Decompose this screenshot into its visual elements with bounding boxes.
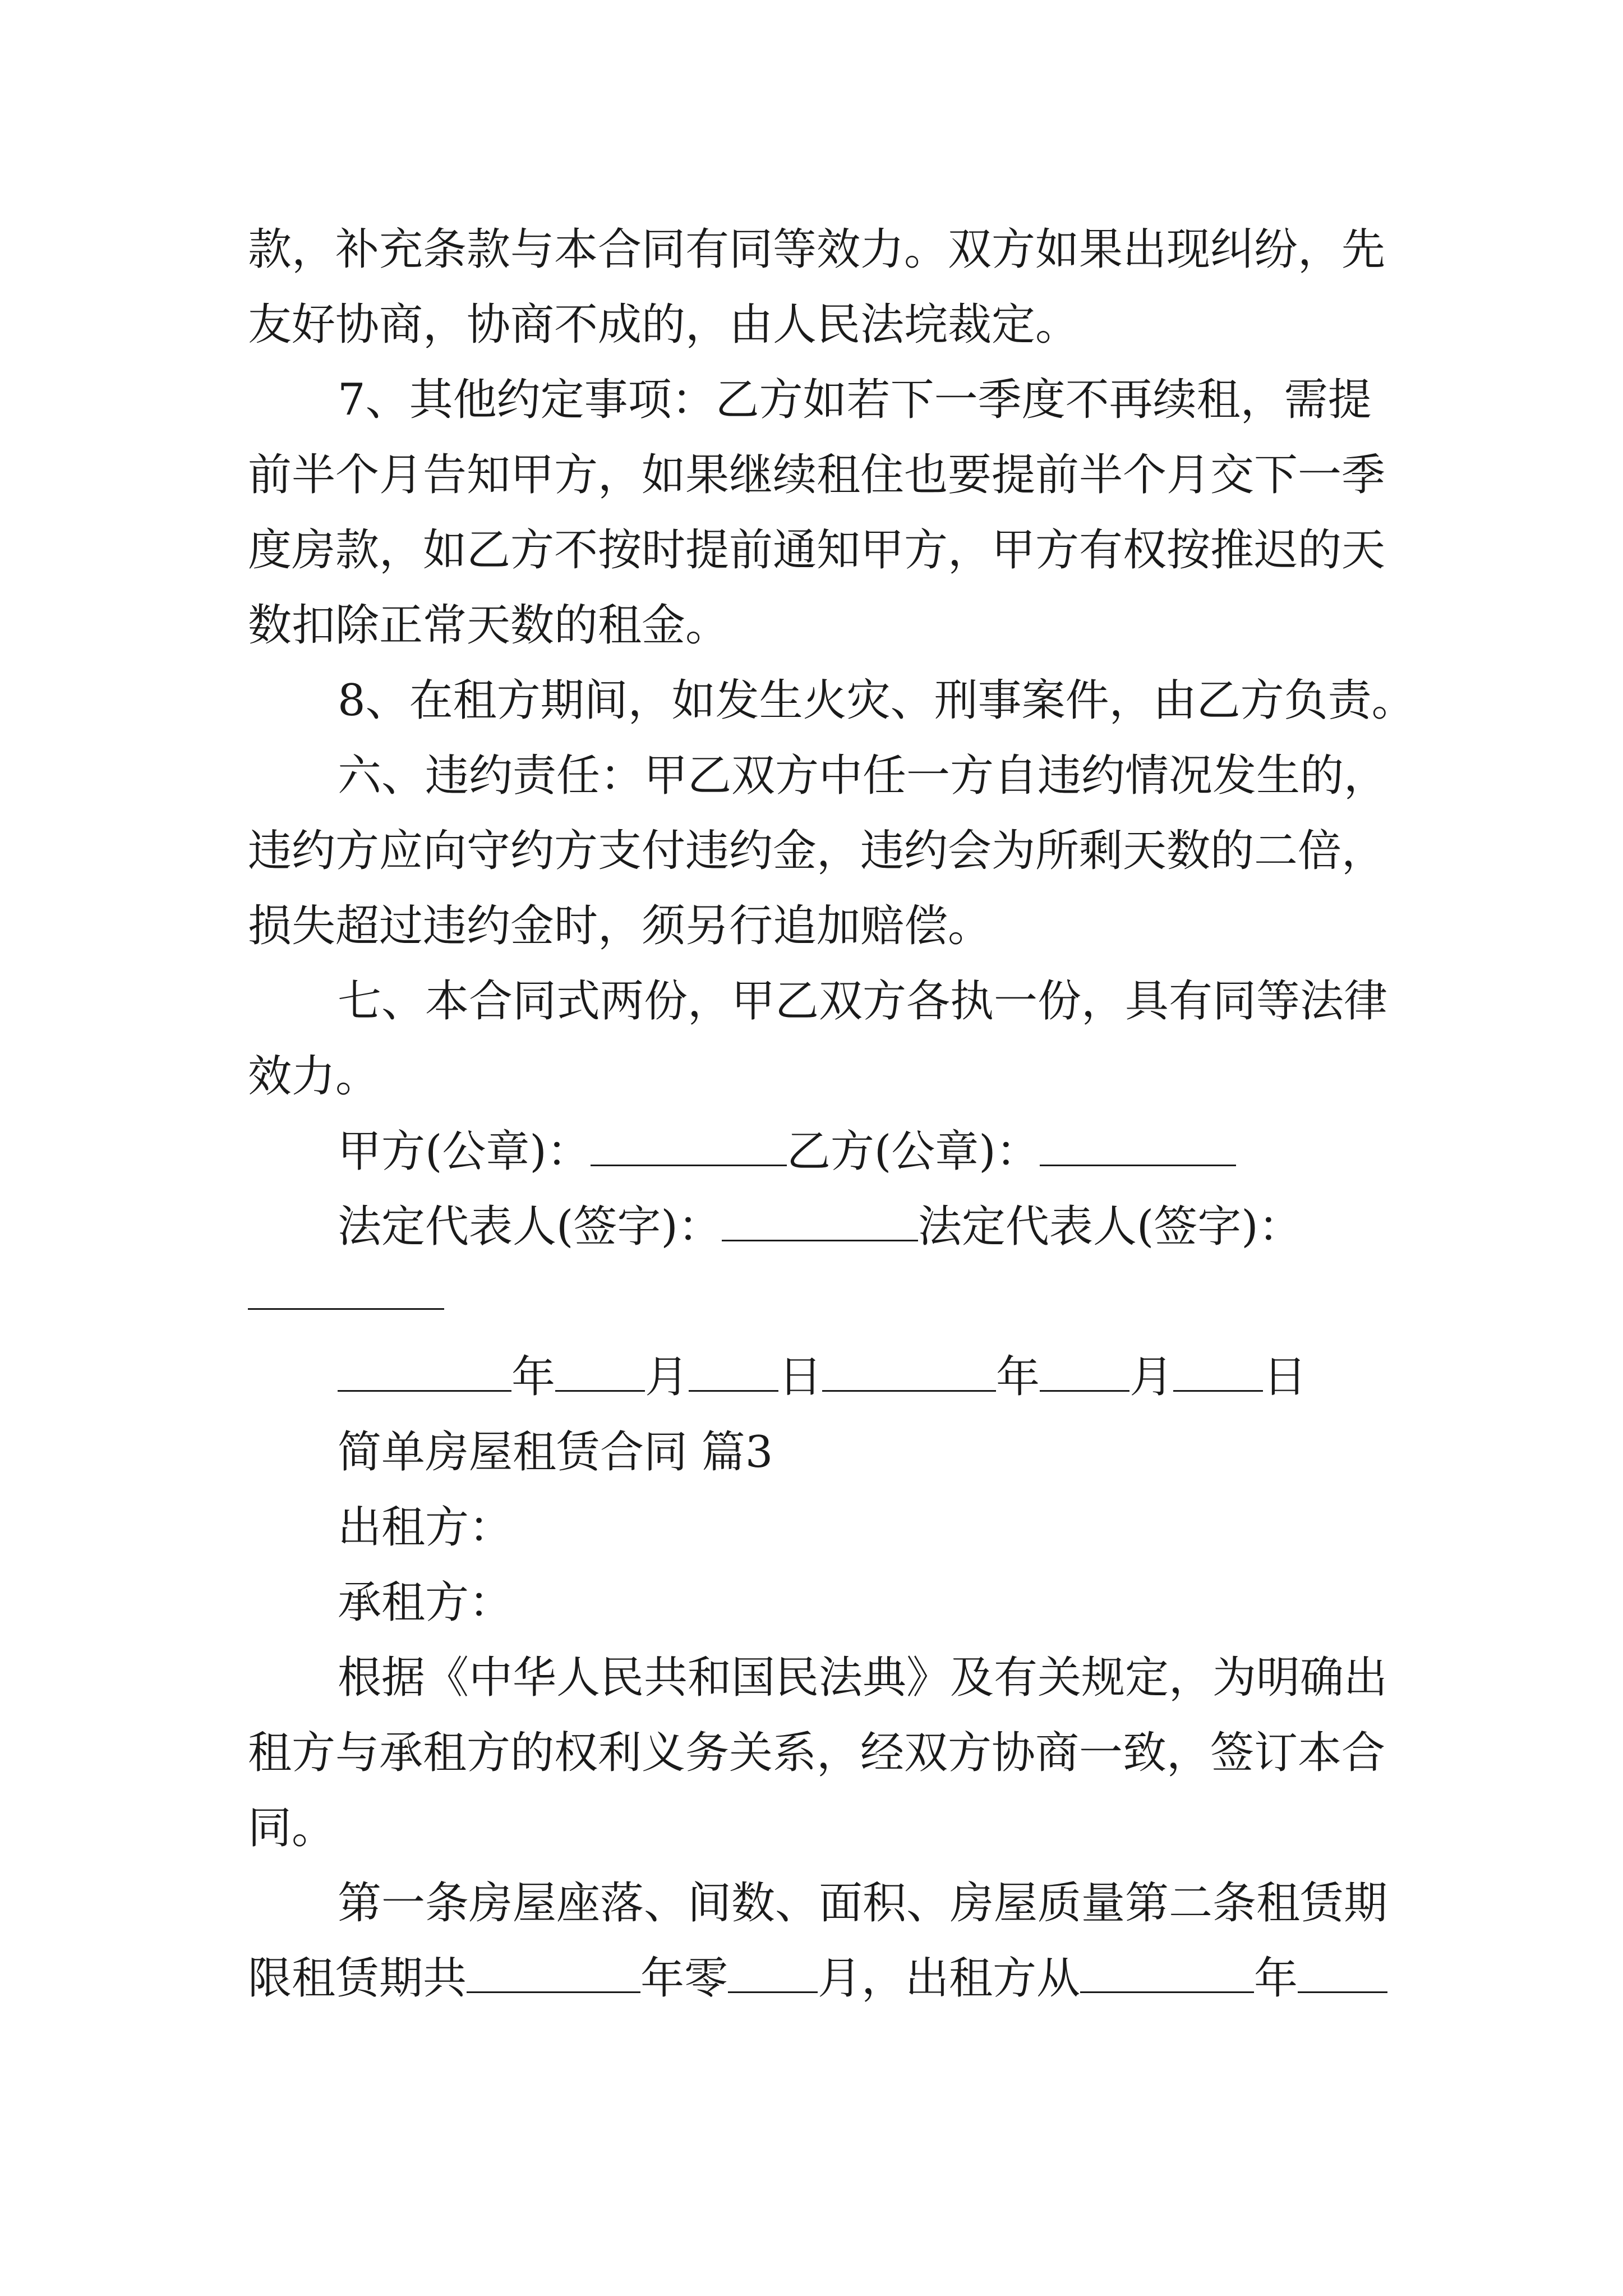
text-line: 租方与承租方的权利义务关系，经双方协商一致，签订本合 (248, 1728, 1386, 1778)
years-label: 年零 (640, 1953, 728, 2004)
lessee-label: 承租方： (338, 1577, 513, 1628)
day-label: 日 (778, 1352, 823, 1402)
clause-7: 7、其他约定事项：乙方如若下一季度不再续租，需提 (338, 375, 1372, 425)
text-line: 同。 (248, 1803, 336, 1853)
text-line: 友好协商，协商不成的，由人民法垸裁定。 (248, 300, 1080, 350)
month-label: 月 (645, 1352, 689, 1402)
year-label: 年 (1254, 1953, 1298, 2004)
lessor-label: 出租方： (338, 1502, 513, 1553)
date-line (248, 1340, 1386, 1415)
day-label: 日 (1263, 1352, 1307, 1402)
text-line: 违约方应向守约方支付违约金，违约会为所剩天数的二倍， (248, 826, 1386, 876)
lease-months-blank[interactable] (728, 1955, 818, 1993)
breach-liability: 六、违约责任：甲乙双方中任一方自违约情况发生的， (338, 751, 1388, 801)
text-line: 效力。 (248, 1051, 380, 1102)
lease-term-line (248, 1941, 1386, 2016)
article-1: 第一条房屋座落、间数、面积、房屋质量第二条租赁期 (338, 1878, 1388, 1929)
rep-a-label: 法定代表人(签字)： (338, 1202, 722, 1252)
rep-b-label: 法定代表人(签字)： (917, 1202, 1302, 1252)
year-label: 年 (996, 1352, 1040, 1402)
year-blank-b[interactable] (822, 1354, 996, 1392)
text-line: 根据《中华人民共和国民法典》及有关规定，为明确出 (338, 1653, 1388, 1703)
clause-8: 8、在租方期间，如发生火灾、刑事案件，由乙方负责。 (338, 675, 1415, 726)
year-label: 年 (511, 1352, 556, 1402)
document-body (248, 212, 1415, 2016)
text-line: 前半个月告知甲方，如果继续租住也要提前半个月交下一季 (248, 450, 1386, 500)
party-a-seal-blank[interactable] (591, 1129, 787, 1166)
copies-clause: 七、本合同式两份，甲乙双方各执一份，具有同等法律 (338, 976, 1388, 1027)
party-b-seal-blank[interactable] (1040, 1129, 1236, 1166)
text-line: 款，补充条款与本合同有同等效力。双方如果出现纠纷，先 (248, 224, 1386, 275)
text-line: 数扣除正常天数的租金。 (248, 600, 730, 651)
day-blank-a[interactable] (689, 1354, 778, 1392)
lease-term-label: 限租赁期共 (248, 1953, 467, 2004)
rep-b-blank[interactable] (248, 1272, 444, 1310)
rep-a-blank[interactable] (722, 1204, 918, 1241)
month-blank-b[interactable] (1040, 1354, 1129, 1392)
month-label: 月 (1129, 1352, 1174, 1402)
day-blank-b[interactable] (1173, 1354, 1263, 1392)
party-a-seal-label: 甲方(公章)： (338, 1126, 591, 1177)
party-b-seal-label: 乙方(公章)： (786, 1126, 1040, 1177)
year-blank-a[interactable] (338, 1354, 511, 1392)
section-title: 简单房屋租赁合同 篇3 (338, 1427, 773, 1478)
lease-years-blank[interactable] (467, 1955, 640, 1993)
representative-line (248, 1189, 1386, 1264)
text-line: 度房款，如乙方不按时提前通知甲方，甲方有权按推迟的天 (248, 525, 1386, 576)
seal-line (248, 1114, 1386, 1189)
from-label: 月，出租方从 (818, 1953, 1081, 2004)
text-line: 损失超过违约金时，须另行追加赔偿。 (248, 901, 992, 951)
start-month-blank[interactable] (1298, 1955, 1387, 1993)
start-year-blank[interactable] (1080, 1955, 1254, 1993)
rep-b-blank-line (248, 1264, 1386, 1326)
month-blank-a[interactable] (555, 1354, 645, 1392)
